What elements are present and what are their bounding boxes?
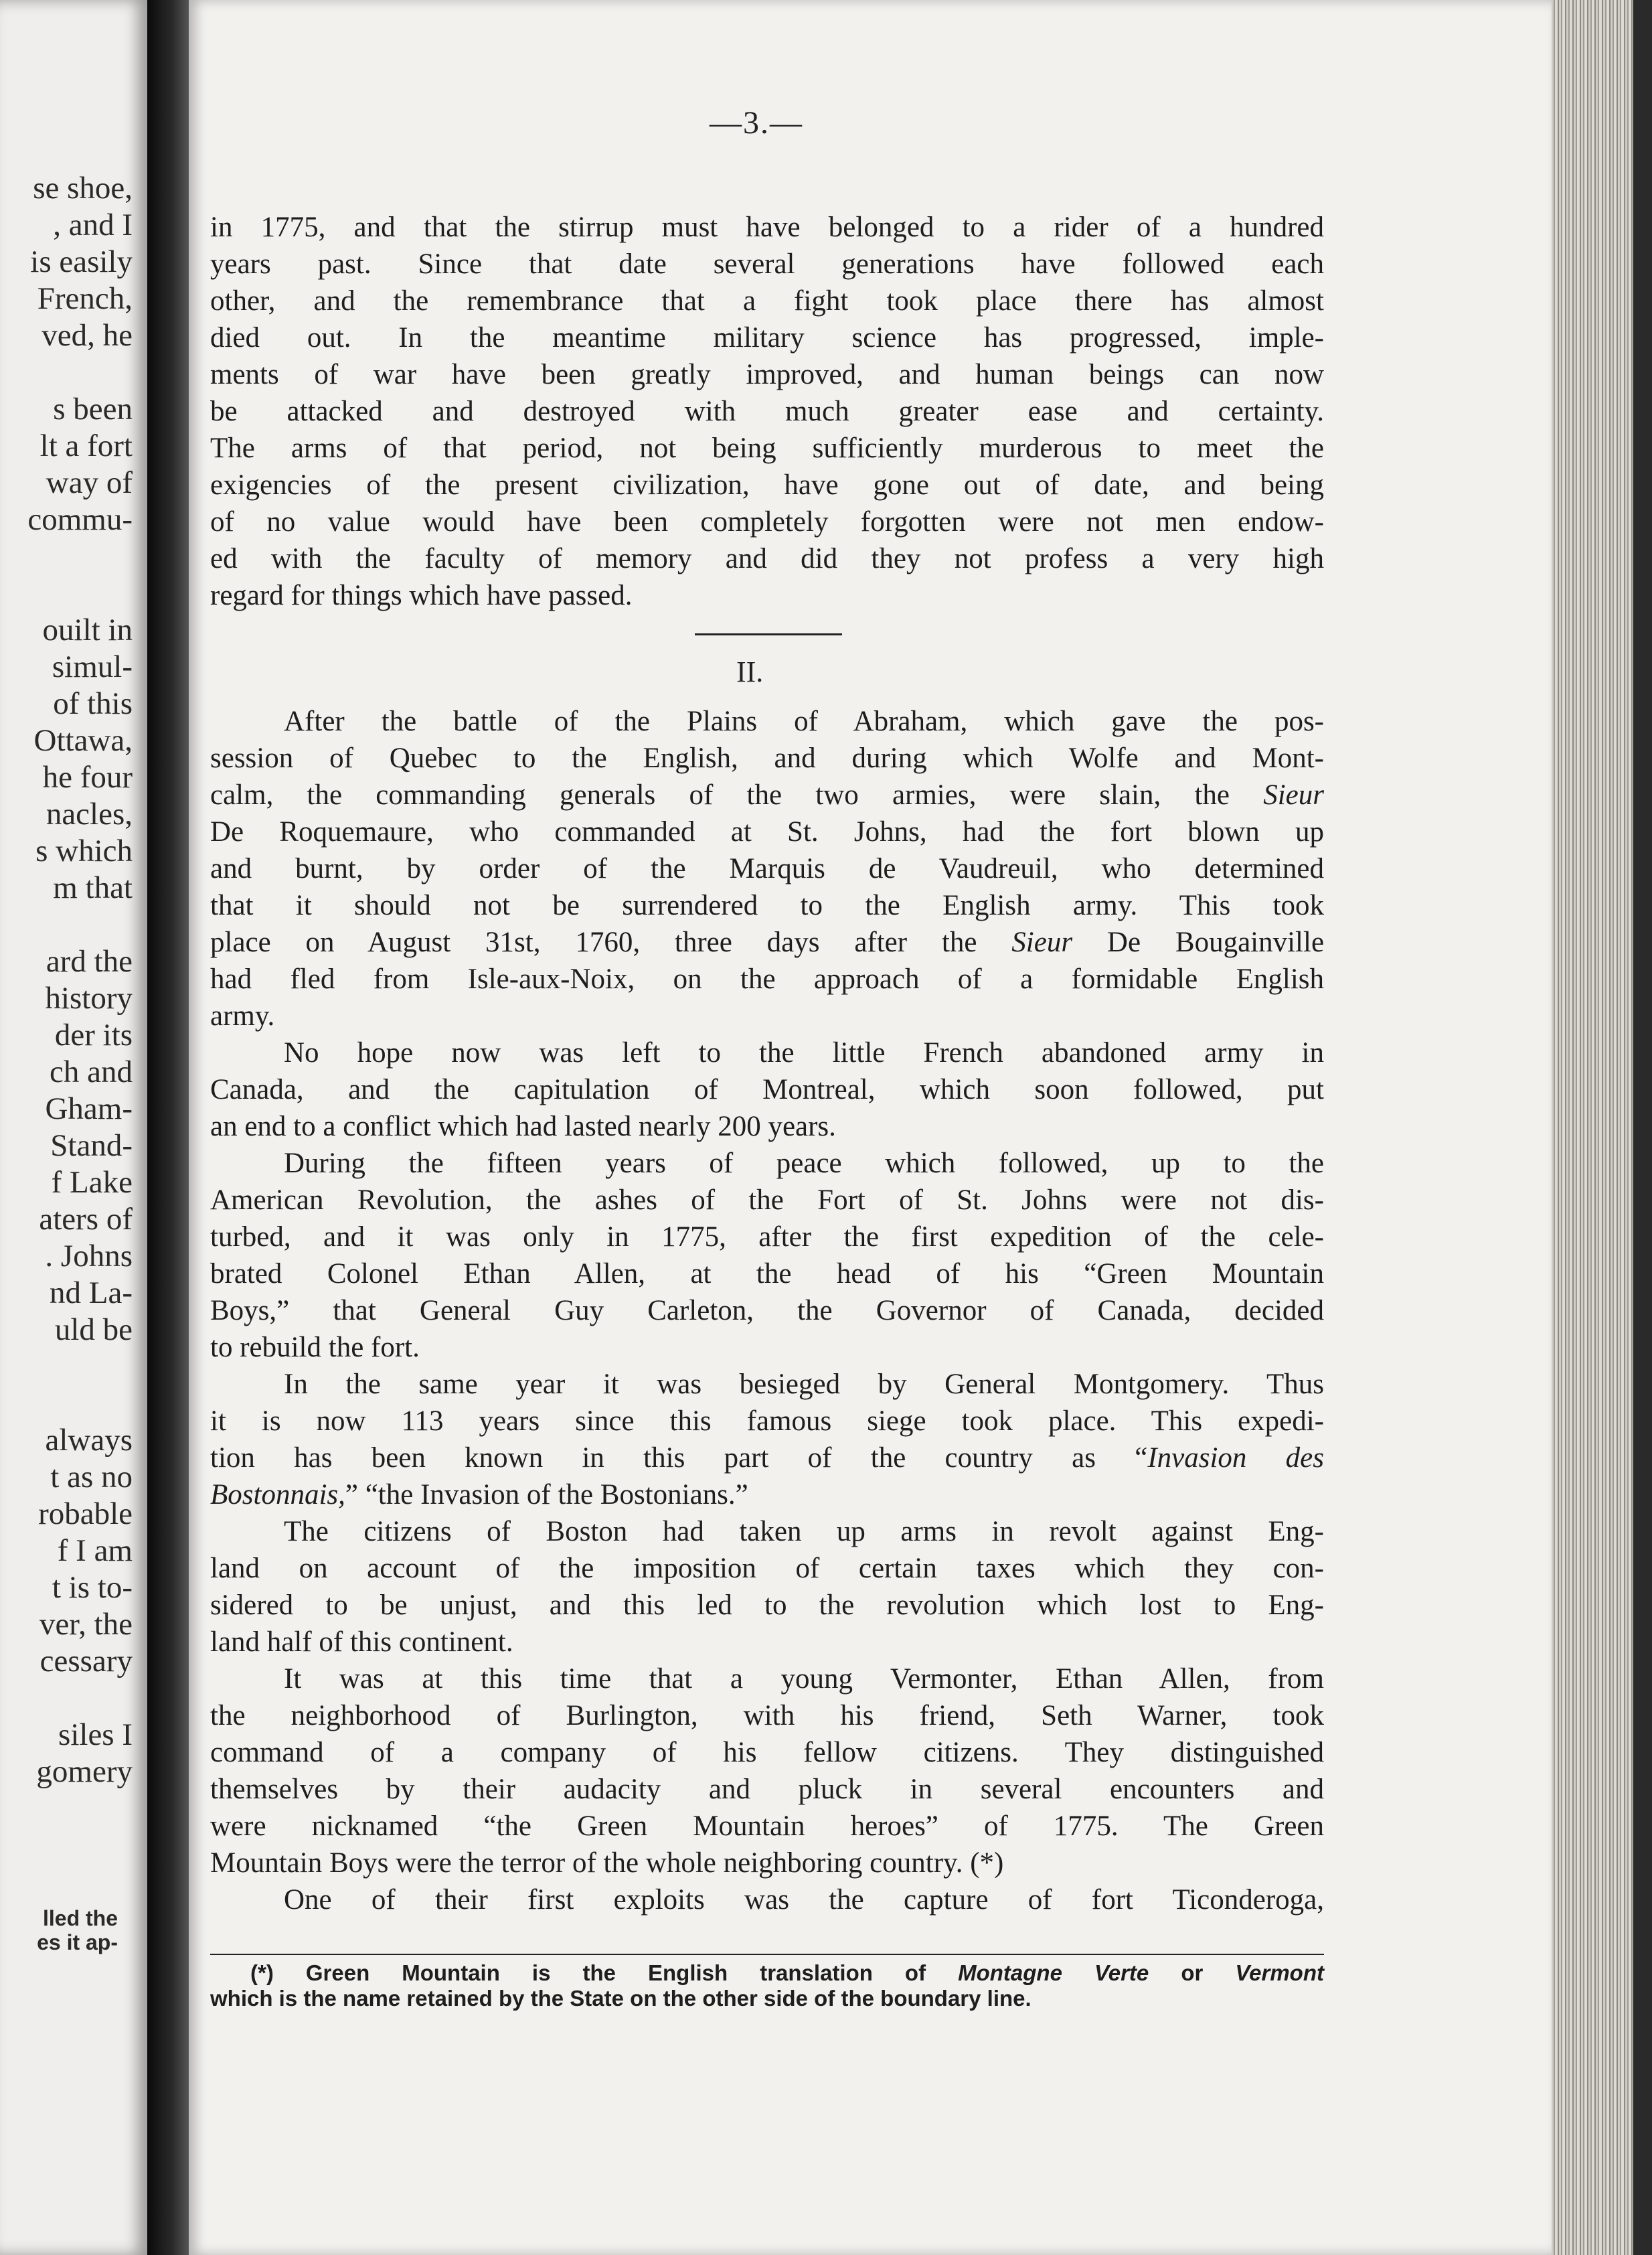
italic-word: Sieur	[1263, 779, 1325, 811]
left-page-line: ved, he	[42, 318, 133, 353]
text-span: De Bougainville	[1106, 927, 1325, 958]
text-span: ” “the Invasion of the Bostonians.”	[345, 1479, 748, 1510]
left-page-line: f I am	[57, 1533, 133, 1568]
left-page-line: French,	[37, 281, 133, 316]
left-page-line: cessary	[39, 1644, 133, 1679]
text-line: De Roquemaure, who commanded at St. Johns, had the fort blown up	[210, 816, 1324, 848]
left-page-line: aters of	[39, 1202, 133, 1237]
left-page-line: lt a fort	[39, 429, 133, 463]
text-line: it is now 113 years since this famous siege took place. This expedi-	[210, 1405, 1324, 1437]
page-number: —3.—	[710, 105, 803, 141]
left-page-line: uld be	[54, 1312, 133, 1347]
footnote-line	[210, 1960, 1324, 1986]
left-page-line: siles I	[58, 1717, 133, 1752]
footnote	[210, 1960, 1324, 2011]
text-line: of no value would have been completely forgotten were not men endow-	[210, 506, 1324, 538]
text-span: (*) Green Mountain is the English translation of	[250, 1960, 926, 1985]
left-page-line: s which	[35, 834, 133, 868]
text-span: or	[1181, 1960, 1204, 1985]
section-number: II.	[736, 655, 764, 688]
text-line: Canada, and the capitulation of Montreal, which soon followed, put	[210, 1074, 1324, 1105]
text-line: land half of this continent.	[210, 1626, 513, 1658]
left-page-line: se shoe,	[33, 171, 133, 206]
left-page-line: ouilt in	[42, 613, 133, 647]
left-page-line: history	[45, 981, 133, 1016]
text-line: sidered to be unjust, and this led to the revolution which lost to Eng-	[210, 1589, 1324, 1621]
left-page-line: way of	[46, 465, 133, 500]
text-line	[210, 924, 1324, 961]
text-line: session of Quebec to the English, and during which Wolfe and Mont-	[210, 743, 1324, 774]
text-line: and burnt, by order of the Marquis de Vaudreuil, who determined	[210, 853, 1324, 884]
text-line: In the same year it was besieged by General Montgomery. Thus	[284, 1369, 1324, 1400]
text-line: turbed, and it was only in 1775, after the first expedition of the cele-	[210, 1221, 1324, 1253]
section-divider	[695, 633, 842, 635]
left-page-line: of this	[53, 686, 133, 721]
left-page-line: , and I	[53, 208, 133, 242]
left-page-line: t is to-	[52, 1570, 133, 1605]
left-page-line: robable	[38, 1496, 133, 1531]
text-span: calm, the commanding generals of the two armies, were slain, the	[210, 779, 1230, 811]
text-line: Boys,” that General Guy Carleton, the Governor of Canada, decided	[210, 1295, 1324, 1326]
text-line: had fled from Isle-aux-Noix, on the approach of a formidable English	[210, 963, 1324, 995]
left-page-line: Stand-	[50, 1128, 133, 1163]
left-page-line: he four	[42, 760, 133, 795]
book-gutter	[147, 0, 189, 2255]
text-line: died out. In the meantime military science has progressed, imple-	[210, 322, 1324, 354]
text-line	[210, 1476, 1324, 1513]
text-line: One of their first exploits was the capture of fort Ticonderoga,	[284, 1884, 1324, 1916]
left-page-line: s been	[53, 392, 133, 426]
text-line: other, and the remembrance that a fight took place there has almost	[210, 285, 1324, 317]
text-line: Mountain Boys were the terror of the whole neighboring country. (*)	[210, 1847, 1004, 1879]
text-line: be attacked and destroyed with much greater ease and certainty.	[210, 396, 1324, 427]
section-text	[210, 703, 1324, 1918]
left-page-line: ch and	[50, 1055, 133, 1089]
text-line: an end to a conflict which had lasted nearly 200 years.	[210, 1111, 836, 1142]
italic-word: Bostonnais,	[210, 1479, 345, 1510]
left-page-line: . Johns	[45, 1239, 133, 1273]
left-page-fragment	[0, 0, 147, 2255]
text-line: No hope now was left to the little French abandoned army in	[284, 1037, 1324, 1069]
footnote-rule	[210, 1954, 1324, 1955]
left-page-line: t as no	[50, 1460, 133, 1494]
left-page-line: ver, the	[39, 1607, 133, 1642]
continued-paragraph	[210, 209, 1324, 614]
left-page-line: is easily	[30, 244, 133, 279]
left-page-line: m that	[53, 870, 133, 905]
left-page-line: nd La-	[50, 1275, 133, 1310]
left-page-line: gomery	[36, 1754, 133, 1789]
text-line: themselves by their audacity and pluck in several encounters and	[210, 1774, 1324, 1805]
left-page-line: der its	[54, 1018, 133, 1053]
text-line: American Revolution, the ashes of the Fort of St. Johns were not dis-	[210, 1184, 1324, 1216]
left-page-footnote-line: lled the	[42, 1906, 118, 1930]
italic-word: Montagne Verte	[958, 1960, 1149, 1985]
italic-word: Sieur	[1011, 927, 1073, 958]
text-line	[210, 777, 1324, 813]
text-span: place on August 31st, 1760, three days after the	[210, 927, 977, 958]
text-span: tion has been known in this part of the country as “	[210, 1442, 1148, 1474]
left-page-line: simul-	[52, 649, 133, 684]
text-line: land on account of the imposition of certain taxes which they con-	[210, 1553, 1324, 1584]
text-line: During the fifteen years of peace which followed, up to the	[284, 1148, 1324, 1179]
left-page-line: Gham-	[45, 1091, 133, 1126]
text-line: ed with the faculty of memory and did they not profess a very high	[210, 543, 1324, 574]
italic-word: Invasion des	[1147, 1442, 1324, 1474]
left-page-line: nacles,	[46, 797, 133, 832]
left-page-line: Ottawa,	[33, 723, 133, 758]
text-line: regard for things which have passed.	[210, 580, 633, 611]
text-line: to rebuild the fort.	[210, 1332, 420, 1363]
text-line: exigencies of the present civilization, have gone out of date, and being	[210, 469, 1324, 501]
left-page-line: commu-	[27, 502, 133, 537]
text-line: After the battle of the Plains of Abraham, which gave the pos-	[284, 706, 1324, 737]
text-line: that it should not be surrendered to the English army. This took	[210, 890, 1324, 921]
text-line: were nicknamed “the Green Mountain heroes” of 1775. The Green	[210, 1810, 1324, 1842]
text-line: in 1775, and that the stirrup must have belonged to a rider of a hundred	[210, 212, 1324, 243]
text-line: ments of war have been greatly improved, and human beings can now	[210, 359, 1324, 390]
left-page-line: ard the	[46, 944, 133, 979]
left-page-footnote-line: es it ap-	[37, 1930, 118, 1954]
text-line: The arms of that period, not being sufficiently murderous to meet the	[210, 433, 1324, 464]
text-line: brated Colonel Ethan Allen, at the head of his “Green Mountain	[210, 1258, 1324, 1290]
footnote-line: which is the name retained by the State on the other side of the boundary line.	[210, 1986, 1031, 2011]
left-page-line: always	[45, 1423, 133, 1458]
left-page-line: f Lake	[51, 1165, 133, 1200]
text-line: The citizens of Boston had taken up arms in revolt against Eng-	[284, 1516, 1324, 1547]
italic-word: Vermont	[1235, 1960, 1324, 1985]
text-line	[210, 1440, 1324, 1476]
text-line: It was at this time that a young Vermonter, Ethan Allen, from	[284, 1663, 1324, 1695]
scan-border	[1633, 0, 1652, 2255]
text-line: command of a company of his fellow citizens. They distinguished	[210, 1737, 1324, 1768]
text-line: the neighborhood of Burlington, with his friend, Seth Warner, took	[210, 1700, 1324, 1731]
text-line: army.	[210, 1000, 275, 1032]
text-line: years past. Since that date several generations have followed each	[210, 248, 1324, 280]
